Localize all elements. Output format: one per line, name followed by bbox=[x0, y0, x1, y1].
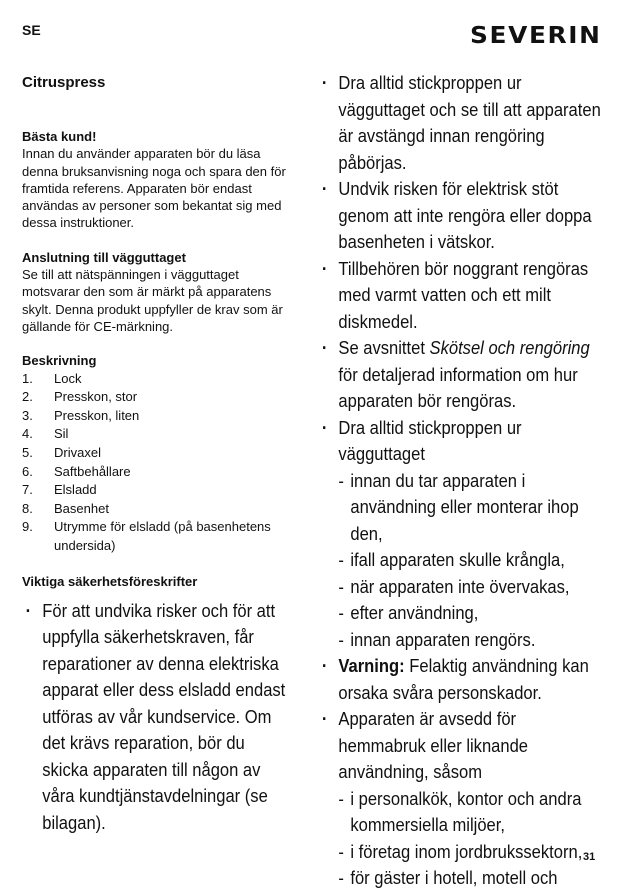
section-reference: Skötsel och rengöring bbox=[429, 338, 590, 358]
sub-list bbox=[338, 786, 605, 892]
list-item: · För att undvika risker och för att uppfylla säkerhetskraven, får reparationer av denna elektriska apparat eller dess elsladd endast utföras av vår kundservice. Om det krävs reparation, bör du skicka apparaten till någon av våra kundtjänstavdelningar (se bilagan). bbox=[22, 598, 289, 837]
safety-heading: Viktiga säkerhetsföreskrifter bbox=[22, 573, 198, 589]
page-title: Citruspress bbox=[22, 74, 106, 91]
list-item: · Tillbehören bör noggrant rengöras med varmt vatten och ett milt diskmedel. bbox=[320, 256, 605, 336]
list-item: 1. Lock bbox=[22, 370, 82, 386]
language-code: SE bbox=[22, 22, 41, 38]
sub-list-item: - ifall apparaten skulle krångla, bbox=[338, 550, 565, 570]
left-column bbox=[22, 128, 297, 836]
sub-list-item: - när apparaten inte övervakas, bbox=[338, 576, 570, 597]
connection-heading: Anslutning till vägguttaget bbox=[22, 249, 186, 265]
list-item: · Dra alltid stickproppen ur vägguttaget och se till att apparaten är avstängd innan rengöring påbörjas. bbox=[320, 70, 605, 176]
list-item: 6. Saftbehållare bbox=[22, 463, 131, 479]
connection-text: Se till att nätspänningen i vägguttaget motsvarar den som är märkt på apparatens skylt. Denna produkt uppfyller de krav som är gällande för CE-märkning. bbox=[22, 267, 283, 334]
sub-list-item: - efter användning, bbox=[338, 603, 479, 623]
warning-label: Varning: bbox=[338, 656, 405, 676]
list-item: 7. Elsladd bbox=[22, 482, 97, 498]
page-number: 31 bbox=[583, 851, 596, 863]
parts-list bbox=[22, 370, 297, 556]
list-item: · Varning: Felaktig användning kan orsaka svåra personskador. bbox=[320, 653, 605, 706]
safety-bullets-right bbox=[320, 70, 605, 892]
sub-list-item: - i personalkök, kontor och andra kommersiella miljöer, bbox=[338, 788, 582, 835]
description-section bbox=[22, 352, 297, 555]
list-item: 4. Sil bbox=[22, 426, 69, 442]
list-item: 5. Drivaxel bbox=[22, 444, 101, 460]
list-item: 2. Presskon, stor bbox=[22, 389, 138, 405]
sub-list-item: - för gäster i hotell, motell och bbox=[338, 868, 558, 888]
list-item: 3. Presskon, liten bbox=[22, 407, 140, 423]
safety-bullets-left bbox=[22, 598, 289, 837]
right-column bbox=[320, 70, 621, 892]
list-item: 8. Basenhet bbox=[22, 500, 109, 516]
greeting-text: Innan du använder apparaten bör du läsa denna bruksanvisning noga och spara den för framtida referens. Apparaten bör endast användas av personer som bekantat sig med dessa instruktioner. bbox=[22, 146, 286, 231]
brand-logo: SEVERIN bbox=[470, 23, 602, 49]
safety-section bbox=[22, 573, 297, 837]
greeting-section bbox=[22, 128, 297, 232]
list-item: · Se avsnittet Skötsel och rengöring för detaljerad information om hur apparaten bör rengöras. bbox=[320, 335, 605, 415]
connection-section bbox=[22, 249, 297, 335]
sub-list-item: - innan du tar apparaten i användning eller monterar ihop den, bbox=[338, 470, 579, 544]
sub-list-item: - innan apparaten rengörs. bbox=[338, 629, 536, 650]
list-item: · Undvik risken för elektrisk stöt genom att inte rengöra eller doppa basenheten i vätskor. bbox=[320, 176, 605, 256]
list-item: · Dra alltid stickproppen ur vägguttaget - innan du tar apparaten i användning eller monterar ihop den, - ifall apparaten skulle krångla, - när apparaten inte övervakas, - efter användning, - innan apparaten rengörs. bbox=[320, 415, 605, 654]
sub-list bbox=[338, 468, 605, 654]
list-item: 9. Utrymme för elsladd (på basenhetens undersida) bbox=[22, 519, 271, 553]
sub-list-item: - i företag inom jordbrukssektorn, bbox=[338, 841, 583, 862]
list-item: · Apparaten är avsedd för hemmabruk eller liknande användning, såsom - i personalkök, kontor och andra kommersiella miljöer, - i företag inom jordbrukssektorn, - för gäster i hotell, motell och bbox=[320, 706, 605, 892]
greeting-heading: Bästa kund! bbox=[22, 129, 97, 144]
description-heading: Beskrivning bbox=[22, 353, 97, 369]
